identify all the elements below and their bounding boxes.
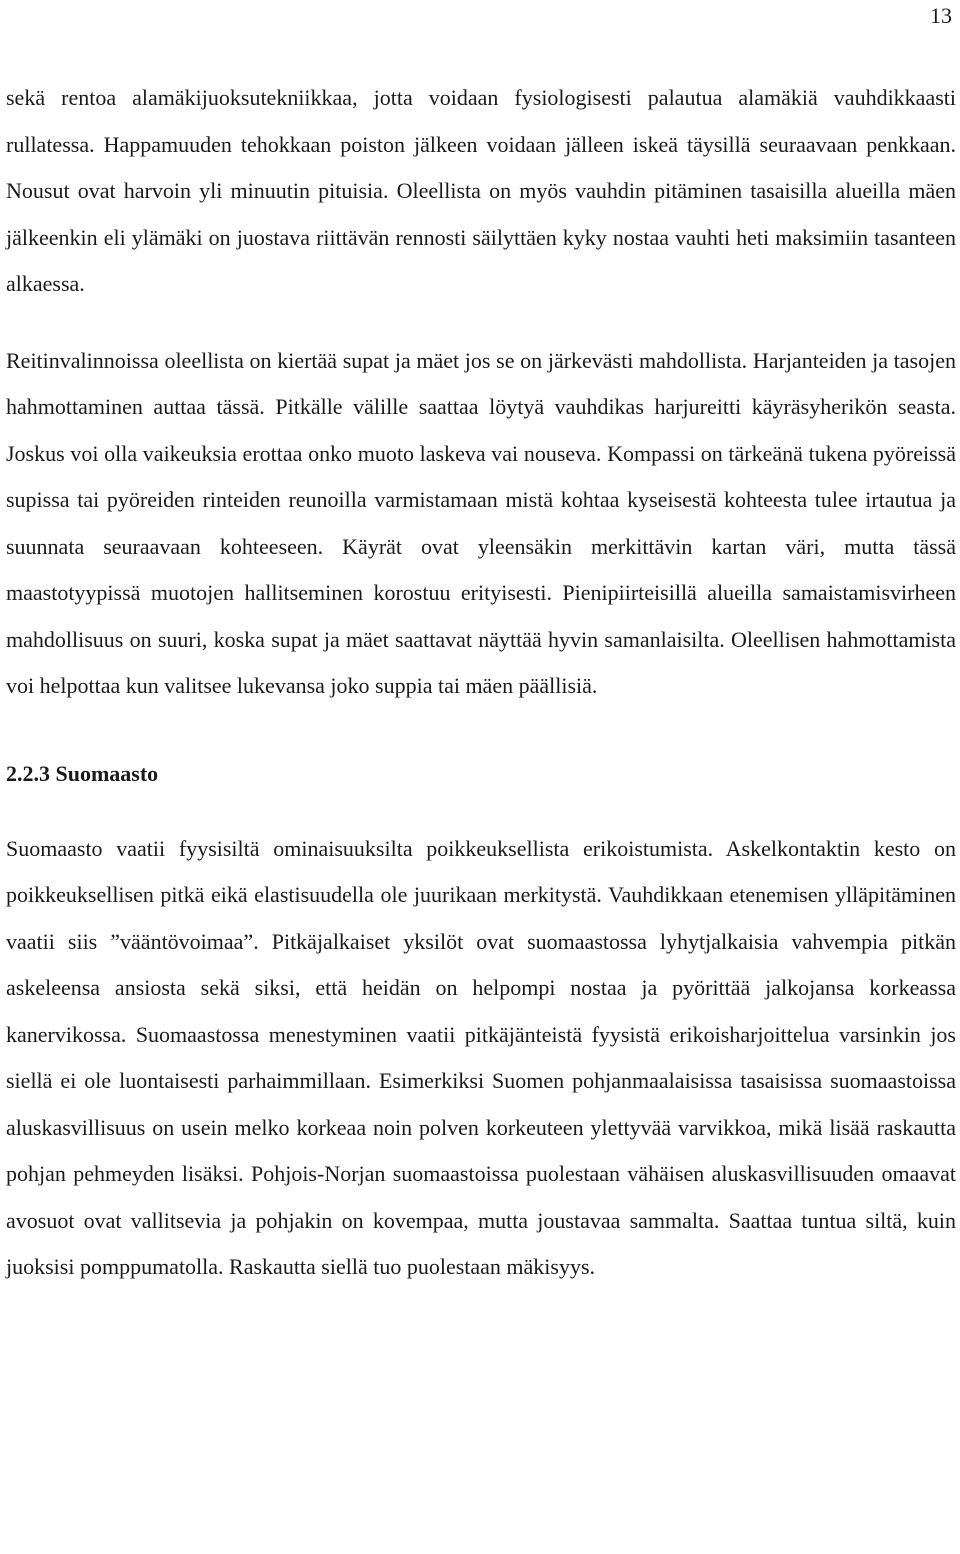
body-paragraph: sekä rentoa alamäkijuoksutekniikkaa, jotta voidaan fysiologisesti palautua alamäkiä vauhdikkaasti rullatessa. Happamuuden tehokkaan poiston jälkeen voidaan jälleen iskeä täysillä seuraavaan penkkaan. Nousut ovat harvoin yli minuutin pituisia. Oleellista on myös vauhdin pitäminen tasaisilla alueilla mäen jälkeenkin eli ylämäki on juostava riittävän rennosti säilyttäen kyky nostaa vauhti heti maksimiin tasanteen alkaessa. [6,85,956,296]
body-paragraph: Suomaasto vaatii fyysisiltä ominaisuuksilta poikkeuksellista erikoistumista. Askelkontaktin kesto on poikkeuksellisen pitkä eikä elastisuudella ole juurikaan merkitystä. Vauhdikkaan etenemisen ylläpitäminen vaatii siis ”vääntövoimaa”. Pitkäjalkaiset yksilöt ovat suomaastossa lyhytjalkaisia vahvempia pitkän askeleensa ansiosta sekä siksi, että heidän on helpompi nostaa ja pyörittää jalkojansa korkeassa kanervikossa. Suomaastossa menestyminen vaatii pitkäjänteistä fyysistä erikoisharjoittelua varsinkin jos siellä ei ole luontaisesti parhaimmillaan. Esimerkiksi Suomen pohjanmaalaisissa tasaisissa suomaastoissa aluskasvillisuus on usein melko korkeaa noin polven korkeuteen ylettyvää varvikkoa, mikä lisää raskautta pohjan pehmeyden lisäksi. Pohjois-Norjan suomaastoissa puolestaan vähäisen aluskasvillisuuden omaavat avosuot ovat vallitsevia ja pohjakin on kovempaa, mutta joustavaa sammalta. Saattaa tuntua siltä, kuin juoksisi pomppumatolla. Raskautta siellä tuo puolestaan mäkisyys. [6,835,956,1279]
section-heading: 2.2.3 Suomaasto [6,760,159,786]
document-body [6,75,956,1291]
page-number: 13 [930,3,952,28]
body-paragraph: Reitinvalinnoissa oleellista on kiertää supat ja mäet jos se on järkevästi mahdollista. Harjanteiden ja tasojen hahmottaminen auttaa tässä. Pitkälle välille saattaa löytyä vauhdikas harjureitti käyräsyherikön seasta. Joskus voi olla vaikeuksia erottaa onko muoto laskeva vai nouseva. Kompassi on tärkeänä tukena pyöreissä supissa tai pyöreiden rinteiden reunoilla varmistamaan mistä kohtaa kyseisestä kohteesta tulee irtautua ja suunnata seuraavaan kohteeseen. Käyrät ovat yleensäkin merkittävin kartan väri, mutta tässä maastotyypissä muotojen hallitseminen korostuu erityisesti. Pienipiirteisillä alueilla samaistamisvirheen mahdollisuus on suuri, koska supat ja mäet saattavat näyttää hyvin samanlaisilta. Oleellisen hahmottamista voi helpottaa kun valitsee lukevansa joko suppia tai mäen päällisiä. [6,347,956,698]
